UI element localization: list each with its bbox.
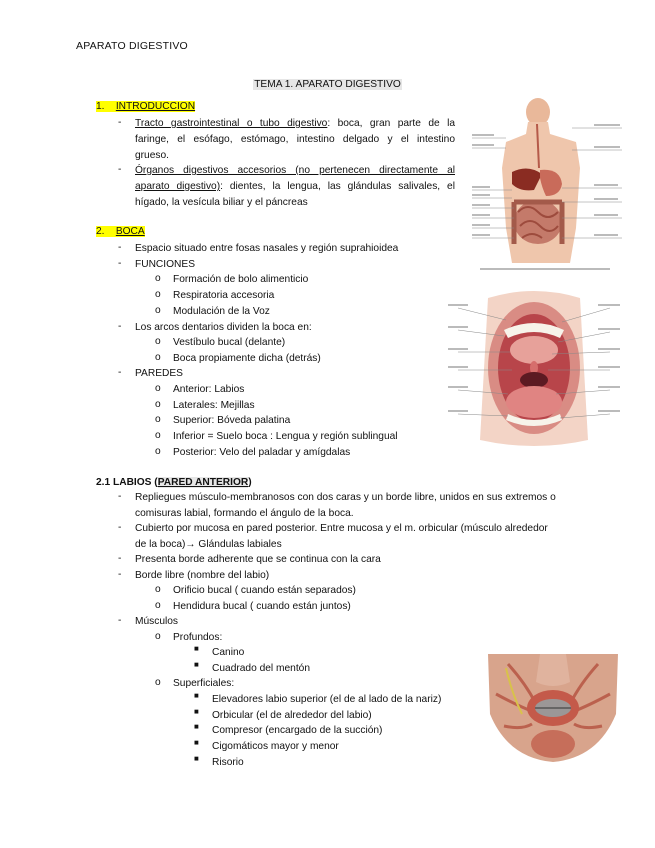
bullet-o: o xyxy=(155,677,161,688)
digestive-system-figure xyxy=(472,98,622,274)
bullet-o: o xyxy=(155,273,161,284)
sec21-bullet-1-line-2: comisuras labial, formando el ángulo de la boca. xyxy=(135,508,354,519)
bullet-square: ■ xyxy=(194,707,199,716)
arcos-item: Vestíbulo bucal (delante) xyxy=(173,337,286,348)
bullet-o: o xyxy=(155,631,161,642)
bullet-o: o xyxy=(155,289,161,300)
bullet-o: o xyxy=(155,383,161,394)
bullet-dash: - xyxy=(118,258,122,269)
bullet-dash: - xyxy=(118,522,122,533)
bullet-dash: - xyxy=(118,615,122,626)
sec2-item-3: Los arcos dentarios dividen la boca en: xyxy=(135,322,312,333)
sec21-bullet-1-line-1: Repliegues músculo-membranosos con dos caras y un borde libre, unidos en sus extremos o xyxy=(135,492,556,503)
bullet-o: o xyxy=(155,446,161,457)
funciones-item: Modulación de la Voz xyxy=(173,306,270,317)
bullet-square: ■ xyxy=(194,754,199,763)
sec1-bullet-1-line-2: faringe, el esófago, estómago, intestino delgado y el intestino xyxy=(135,134,455,145)
bullet-o: o xyxy=(155,305,161,316)
bullet-dash: - xyxy=(118,553,122,564)
bullet-dash: - xyxy=(118,367,122,378)
section-2-1-heading: 2.1 LABIOS (PARED ANTERIOR) xyxy=(96,477,252,488)
section-1-heading: 1. INTRODUCCION xyxy=(96,101,196,112)
sec21-bullet-2-line-1: Cubierto por mucosa en pared posterior. Entre mucosa y el m. orbicular (músculo alrededor xyxy=(135,523,548,534)
arcos-item: Boca propiamente dicha (detrás) xyxy=(173,353,321,364)
superficiales-label: Superficiales: xyxy=(173,678,235,689)
profundos-item: Canino xyxy=(212,647,245,658)
sec1-bullet-2-line-3: hígado, la vesícula biliar y el páncreas xyxy=(135,197,308,208)
superficiales-item: Compresor (encargado de la succión) xyxy=(212,725,383,736)
paredes-item: Anterior: Labios xyxy=(173,384,245,395)
paredes-item: Posterior: Velo del paladar y amígdalas xyxy=(173,447,351,458)
sec2-item-1: Espacio situado entre fosas nasales y región suprahioidea xyxy=(135,243,399,254)
sec2-item-2: FUNCIONES xyxy=(135,259,195,270)
bullet-dash: - xyxy=(118,164,122,175)
bullet-dash: - xyxy=(118,569,122,580)
sec21-bullet-4: Borde libre (nombre del labio) xyxy=(135,570,270,581)
bullet-square: ■ xyxy=(194,660,199,669)
paredes-item: Inferior = Suelo boca : Lengua y región sublingual xyxy=(173,431,398,442)
superficiales-item: Cigomáticos mayor y menor xyxy=(212,741,339,752)
superficiales-item: Risorio xyxy=(212,757,244,768)
profundos-item: Cuadrado del mentón xyxy=(212,663,310,674)
sec1-bullet-2-line-2: aparato digestivo): dientes, la lengua, las glándulas salivales, el xyxy=(135,181,455,192)
bullet-square: ■ xyxy=(194,644,199,653)
bullet-o: o xyxy=(155,352,161,363)
bullet-o: o xyxy=(155,584,161,595)
bullet-o: o xyxy=(155,414,161,425)
sec21-bullet-5: Músculos xyxy=(135,616,179,627)
bullet-o: o xyxy=(155,430,161,441)
bullet-square: ■ xyxy=(194,722,199,731)
bullet-dash: - xyxy=(118,491,122,502)
oral-cavity-figure xyxy=(448,290,620,450)
profundos-label: Profundos: xyxy=(173,632,223,643)
funciones-item: Formación de bolo alimenticio xyxy=(173,274,309,285)
sec2-item-4: PAREDES xyxy=(135,368,183,379)
borde-item: Hendidura bucal ( cuando están juntos) xyxy=(173,601,351,612)
paredes-item: Laterales: Mejillas xyxy=(173,400,255,411)
bullet-o: o xyxy=(155,399,161,410)
borde-item: Orificio bucal ( cuando están separados) xyxy=(173,585,356,596)
bullet-dash: - xyxy=(118,321,122,332)
funciones-item: Respiratoria accesoria xyxy=(173,290,275,301)
sec1-bullet-1-line-1: Tracto gastrointestinal o tubo digestivo: boca, gran parte de la xyxy=(135,118,455,129)
sec21-bullet-3: Presenta borde adherente que se continua con la cara xyxy=(135,554,381,565)
paredes-item: Superior: Bóveda palatina xyxy=(173,415,291,426)
superficiales-item: Elevadores labio superior (el de al lado de la nariz) xyxy=(212,694,442,705)
bullet-dash: - xyxy=(118,242,122,253)
sec1-bullet-2-line-1: Órganos digestivos accesorios (no pertenecen directamente al xyxy=(135,165,455,176)
bullet-o: o xyxy=(155,600,161,611)
bullet-square: ■ xyxy=(194,691,199,700)
superficiales-item: Orbicular (el de alrededor del labio) xyxy=(212,710,372,721)
sec1-bullet-1-line-3: grueso. xyxy=(135,150,169,161)
bullet-square: ■ xyxy=(194,738,199,747)
bullet-dash: - xyxy=(118,117,122,128)
bullet-o: o xyxy=(155,336,161,347)
section-2-heading: 2. BOCA xyxy=(96,226,145,237)
facial-muscles-figure xyxy=(478,654,628,762)
page-title: TEMA 1. APARATO DIGESTIVO xyxy=(254,79,401,90)
page-header: APARATO DIGESTIVO xyxy=(76,40,188,52)
sec21-bullet-2-line-2: de la boca)→ Glándulas labiales xyxy=(135,539,282,550)
